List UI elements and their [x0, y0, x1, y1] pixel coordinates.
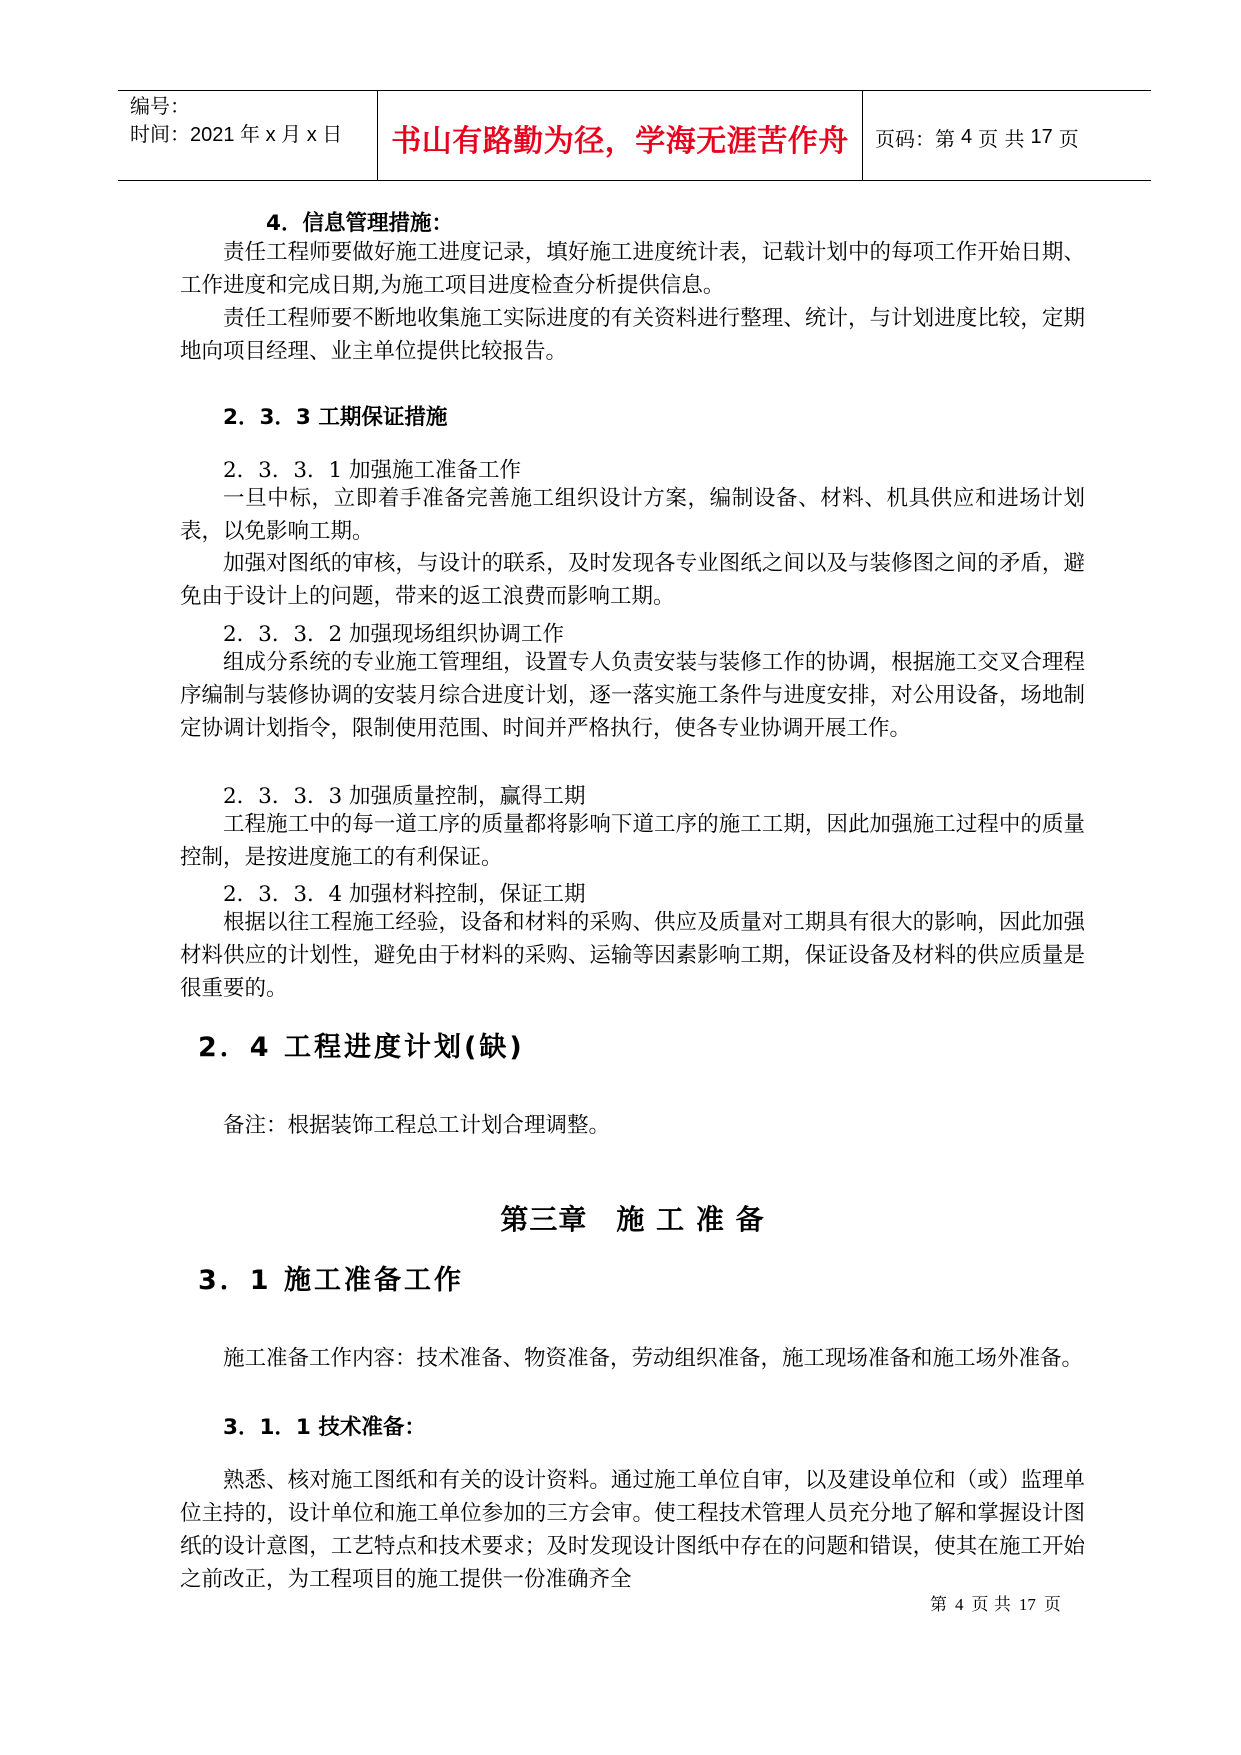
footer-prefix: 第: [930, 1595, 947, 1615]
heading-info-management: 4．信息管理措施：: [266, 211, 453, 236]
footer-page-current: 4: [955, 1595, 964, 1614]
header-page-prefix: 页码：第: [875, 127, 955, 151]
footer-suffix: 页: [1043, 1595, 1061, 1615]
page-footer: [930, 1590, 1061, 1615]
doc-time-label: 时间：2021 年 x 月 x 日: [130, 124, 343, 146]
header-motto: 书山有路勤为径，学海无涯苦作舟: [378, 91, 863, 180]
header-page-current: 4: [961, 126, 973, 148]
heading-3-1-1: 3．1．1 技术准备：: [223, 1415, 426, 1440]
header-page-total: 17: [1030, 126, 1053, 148]
paragraph-3-1-1: 熟悉、核对施工图纸和有关的设计资料。通过施工单位自审，以及建设单位和（或）监理单位主持的，设计单位和施工单位参加的三方会审。使工程技术管理人员充分地了解和掌握设计图纸的设计意图，工艺特点和技术要求；及时发现设计图纸中存在的问题和错误，使其在施工开始之前改正，为工程项目的施工提供一份准确齐全: [180, 1468, 1085, 1592]
footer-mid: 页 共: [971, 1595, 1011, 1615]
paragraph-2-3-3-2: 组成分系统的专业施工管理组，设置专人负责安装与装修工作的协调，根据施工交叉合理程序编制与装修协调的安装月综合进度计划，逐一落实施工条件与进度安排，对公用设备，场地制定协调计划指令，限制使用范围、时间并严格执行，使各专业协调开展工作。: [180, 650, 1085, 741]
heading-2-4: 2．4 工程进度计划(缺): [198, 1032, 525, 1063]
paragraph-3-1: 施工准备工作内容：技术准备、物资准备，劳动组织准备，施工现场准备和施工场外准备。: [223, 1346, 1084, 1371]
heading-2-3-3-1: 2．3．3．1 加强施工准备工作: [223, 458, 522, 483]
chapter-title: 第三章 施 工 准 备: [500, 1203, 765, 1236]
footer-page-total: 17: [1018, 1595, 1036, 1614]
page-header: [118, 90, 1151, 181]
heading-2-3-3-2: 2．3．3．2 加强现场组织协调工作: [223, 622, 565, 647]
header-page-mid: 页 共: [978, 127, 1025, 151]
heading-2-3-3: 2．3．3 工期保证措施: [223, 405, 448, 430]
header-page-indicator: [863, 91, 1151, 180]
paragraph-2-3-3-1a: 一旦中标，立即着手准备完善施工组织设计方案，编制设备、材料、机具供应和进场计划表，以免影响工期。: [180, 486, 1085, 544]
paragraph-info-2: 责任工程师要不断地收集施工实际进度的有关资料进行整理、统计，与计划进度比较，定期地向项目经理、业主单位提供比较报告。: [180, 306, 1085, 364]
paragraph-2-3-3-4: 根据以往工程施工经验，设备和材料的采购、供应及质量对工期具有很大的影响，因此加强材料供应的计划性，避免由于材料的采购、运输等因素影响工期，保证设备及材料的供应质量是很重要的。: [180, 910, 1085, 1001]
paragraph-note: 备注：根据装饰工程总工计划合理调整。: [223, 1113, 611, 1138]
heading-3-1: 3．1 施工准备工作: [198, 1265, 464, 1296]
doc-number-label: 编号：: [130, 96, 190, 118]
header-info-cell: [118, 91, 378, 180]
heading-2-3-3-4: 2．3．3．4 加强材料控制，保证工期: [223, 882, 586, 907]
paragraph-info-1: 责任工程师要做好施工进度记录，填好施工进度统计表，记载计划中的每项工作开始日期、工作进度和完成日期,为施工项目进度检查分析提供信息。: [180, 240, 1085, 298]
paragraph-2-3-3-3: 工程施工中的每一道工序的质量都将影响下道工序的施工工期，因此加强施工过程中的质量控制，是按进度施工的有利保证。: [180, 812, 1085, 870]
header-page-suffix: 页: [1058, 127, 1079, 151]
heading-2-3-3-3: 2．3．3．3 加强质量控制，赢得工期: [223, 784, 586, 809]
paragraph-2-3-3-1b: 加强对图纸的审核，与设计的联系，及时发现各专业图纸之间以及与装修图之间的矛盾，避免由于设计上的问题，带来的返工浪费而影响工期。: [180, 551, 1085, 609]
